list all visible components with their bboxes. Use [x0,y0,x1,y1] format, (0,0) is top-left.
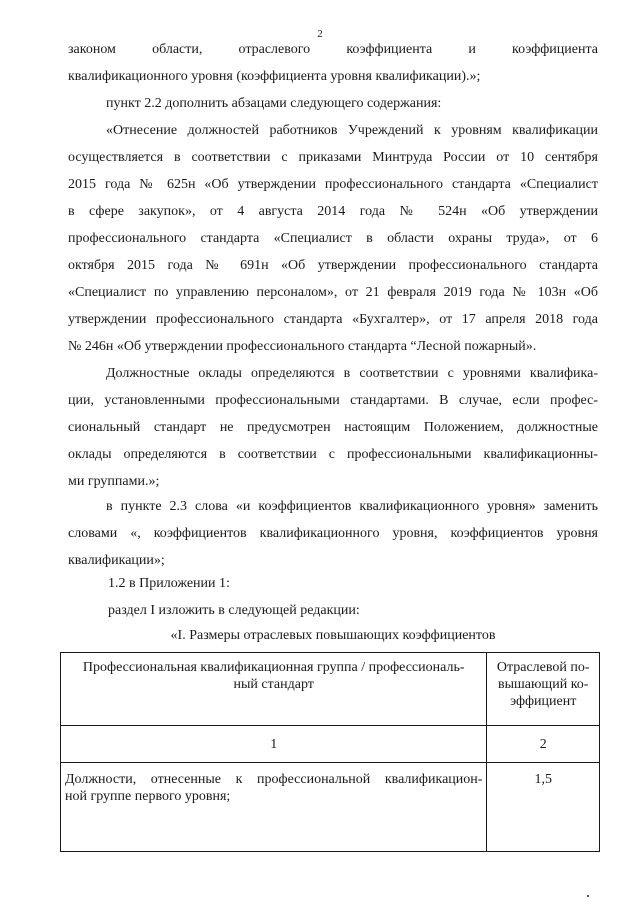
header-text-line: ный стандарт [233,677,314,692]
text-line: квалификационного уровня (коэффициента уровня квалификации).»; [68,69,481,84]
text-line: Должностные оклады определяются в соответствии с уровнями квалифика- [106,366,598,381]
text-line: оклады определяются в соответствии с профессиональными квалификационны- [68,447,598,462]
text-line: в сфере закупок», от 4 августа 2014 года № 524н «Об утверждении [68,204,598,219]
table-header-cell [61,653,487,726]
table-header-row [61,653,600,726]
section-heading-text: «I. Размеры отраслевых повышающих коэффициентов [170,628,496,643]
text-line: в пункте 2.3 слова «и коэффициентов квалификационного уровня» заменить [106,499,598,514]
text-line: октября 2015 года № 691н «Об утверждении профессионального стандарта [68,258,598,273]
scan-mark [587,895,589,897]
table-column-numbers-row [61,726,600,763]
text-line: пункт 2.2 дополнить абзацами следующего содержания: [106,96,442,111]
text-line: словами «, коэффициентов квалификационного уровня, коэффициентов уровня [68,526,598,541]
text-line: утверждении профессионального стандарта «Бухгалтер», от 17 апреля 2018 года [68,312,598,327]
header-text-line: эффициент [510,694,577,709]
text-line: осуществляется в соответствии с приказами Минтруда России от 10 сентября [68,150,598,165]
text-line: 2015 года № 625н «Об утверждении профессионального стандарта «Специалист [68,177,598,192]
paragraph-continuation [68,36,598,90]
text-line: профессионального стандарта «Специалист в области охраны труда», от 6 [68,231,598,246]
text-line: законом области, отраслевого коэффициента и коэффициента [68,42,598,57]
table-cell: 1 [61,726,487,763]
paragraph-appendix [68,570,598,624]
text-line: 1.2 в Приложении 1: [108,576,230,591]
text-line: сиональный стандарт не предусмотрен настоящим Положением, должностные [68,420,598,435]
table-header-cell [487,653,600,726]
page-number: 2 [317,28,323,40]
header-text-line: Отраслевой по- [496,660,590,675]
table-cell: 1,5 [487,763,600,852]
cell-text-line: ной группе первого уровня; [65,789,231,804]
header-text-line: вышающий ко- [497,677,589,692]
cell-text-line: Должности, отнесенные к профессиональной квалификацион- [65,772,483,787]
text-line: «Отнесение должностей работников Учреждений к уровням квалификации [106,123,598,138]
text-line: квалификации»; [68,553,165,568]
text-line: № 246н «Об утверждении профессионального стандарта “Лесной пожарный». [68,339,537,354]
table-cell [61,763,487,852]
text-line: раздел I изложить в следующей редакции: [108,603,360,618]
text-line: «Специалист по управлению персоналом», от 21 февраля 2019 года № 103н «Об [68,285,598,300]
text-line: ции, установленными профессиональными стандартами. В случае, если профес- [68,393,598,408]
table-row [61,763,600,852]
paragraph-salaries [68,360,598,495]
coefficients-table [60,652,600,852]
section-heading [68,622,598,649]
table-cell: 2 [487,726,600,763]
paragraph-point-2-3 [68,493,598,574]
paragraph-qualification-levels [68,117,598,360]
text-line: ми группами.»; [68,474,160,489]
header-text-line: Профессиональная квалификационная группа / профессиональ- [82,660,465,675]
paragraph-point-2-2 [68,90,598,117]
